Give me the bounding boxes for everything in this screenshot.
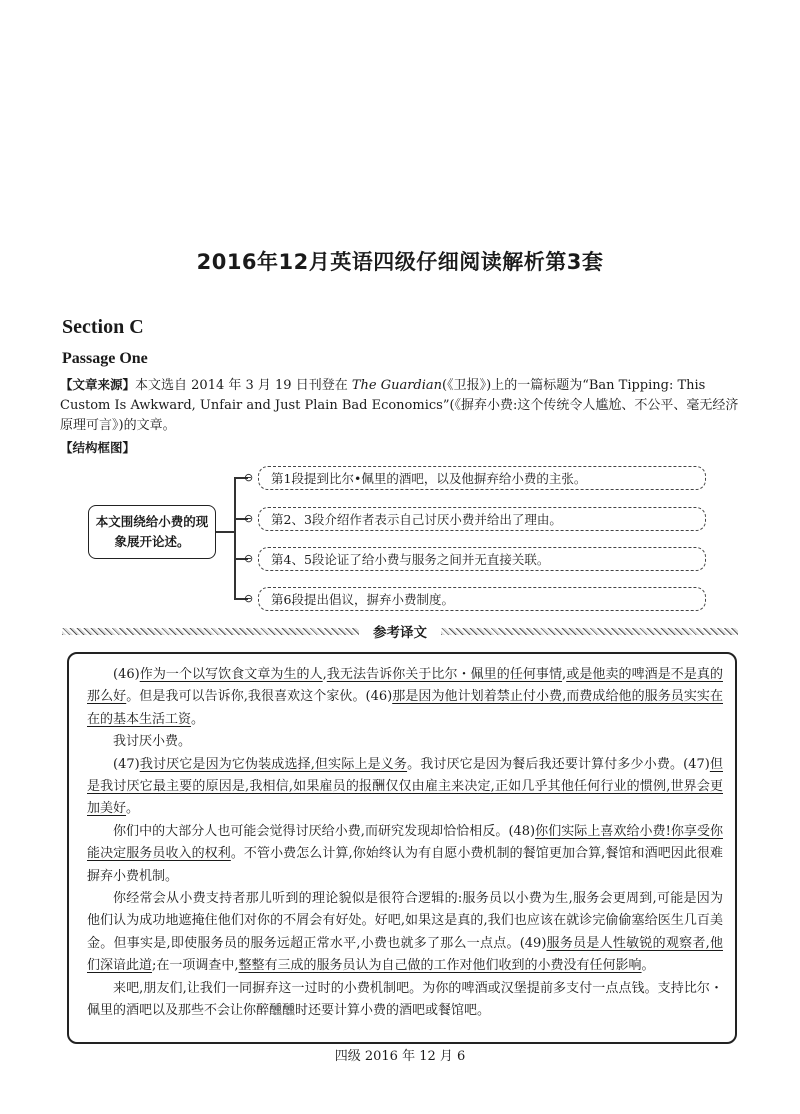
underlined-segment: 作为一个以写饮食文章为生的人 xyxy=(139,667,323,682)
underlined-segment: 但是我讨厌它最主要的原因是,我相信,如果雇员的报酬仅仅由雇主来决定,正如几乎其他任何行业的惯例,世界会更加美好 xyxy=(87,756,723,817)
translation-paragraph xyxy=(87,978,723,1023)
divider-pattern xyxy=(62,628,359,635)
text-segment: 。不管小费怎么计算,你始终认为有自愿小费机制的餐馆更加合算,餐馆和酒吧因此很难摒弃小费机制。 xyxy=(87,846,723,884)
translation-paragraph xyxy=(87,754,723,821)
text-segment: 你经常会从小费支持者那儿听到的理论貌似是很符合逻辑的:服务员以小费为生,服务会更周到,可能是因为他们认为成功地遮掩住他们对你的不屑会有好处。好吧,如果这是真的,我们也应该在就诊完偷偷塞给医生几百美金。但事实是,即使服务员的服务远超正常水平,小费也就多了那么一点点。(49) xyxy=(87,891,723,951)
connector-horizontal xyxy=(216,531,234,533)
reference-divider xyxy=(62,624,738,641)
text-segment: 我讨厌小费。 xyxy=(113,734,192,750)
underlined-segment: 或是他卖的啤酒是不是真的那么好 xyxy=(87,667,723,705)
translation-paragraph xyxy=(87,821,723,888)
text-segment: 。 xyxy=(126,801,140,817)
article-source xyxy=(60,375,740,436)
translation-paragraph xyxy=(87,888,723,978)
translation-box xyxy=(67,652,737,1044)
underlined-segment: 我讨厌它是因为它伪装成选择,但实际上是义务 xyxy=(139,756,408,772)
source-publication: The Guardian xyxy=(351,378,443,393)
source-tag: 【文章来源】 xyxy=(60,377,136,392)
text-segment: 。但是我可以告诉你,我很喜欢这个家伙。(46) xyxy=(126,689,393,705)
arrow-right-icon: ⊖ xyxy=(244,512,254,525)
arrow-right-icon: ⊖ xyxy=(244,592,254,605)
underlined-segment: 你们实际上喜欢给小费!你享受你能决定服务员收入的权利 xyxy=(87,823,723,862)
underlined-segment: 我无法告诉你关于比尔・佩里的任何事情 xyxy=(326,667,563,682)
reference-label: 参考译文 xyxy=(373,625,427,641)
text-segment: 你们中的大部分人也可能会觉得讨厌给小费,而研究发现却恰恰相反。(48) xyxy=(113,823,536,839)
divider-pattern xyxy=(441,628,738,635)
underlined-segment: ,而费成给他的服务员实实在在的基本生活工资 xyxy=(87,689,723,727)
text-segment: 。 xyxy=(191,711,205,727)
underlined-segment: 那是因为他计划着禁止付小费 xyxy=(392,689,563,705)
arrow-right-icon: ⊖ xyxy=(244,552,254,565)
arrow-right-icon: ⊖ xyxy=(244,471,254,484)
text-segment: (47) xyxy=(113,756,140,772)
translation-paragraph xyxy=(87,731,723,753)
translation-paragraph xyxy=(87,664,723,731)
source-text-before: 本文选自 2014 年 3 月 19 日刊登在 xyxy=(135,378,352,393)
structure-tag: 【结构框图】 xyxy=(60,440,136,455)
structure-item: 第6段提出倡议，摒弃小费制度。 xyxy=(258,587,706,611)
structure-item: 第2、3段介绍作者表示自己讨厌小费并给出了理由。 xyxy=(258,507,706,531)
structure-item: 第4、5段论证了给小费与服务之间并无直接关联。 xyxy=(258,547,706,571)
source-text-after: (《卫报》)上的一篇标题为“Ban Tipping: This Custom Is Awkward, Unfair and Just Plain Bad Economics”(《摒弃小费:这个传统令人尴尬、不公平、毫无经济原理可言》)的文章。 xyxy=(60,378,739,433)
structure-item: 第1段提到比尔•佩里的酒吧，以及他摒弃给小费的主张。 xyxy=(258,466,706,490)
text-segment: 。 xyxy=(641,958,655,974)
text-segment: 。我讨厌它是因为餐后我还要计算付多少小费。(47) xyxy=(407,756,710,772)
passage-heading: Passage One xyxy=(62,350,148,367)
text-segment: (46) xyxy=(113,667,140,682)
page-footer: 四级 2016 年 12 月 6 xyxy=(334,1049,466,1064)
underlined-segment: 整整有三成的服务员认为自己做的工作对他们收到的小费没有任何影响 xyxy=(238,958,642,974)
underlined-segment: 服务员是人性敏锐的观察者,他们深谙此道 xyxy=(87,935,723,974)
text-segment: , xyxy=(562,667,567,682)
text-segment: ;在一项调查中, xyxy=(152,958,239,974)
text-segment: , xyxy=(322,667,327,682)
section-heading: Section C xyxy=(62,316,144,338)
page-title: 2016年12月英语四级仔细阅读解析第3套 xyxy=(196,250,604,274)
text-segment: 来吧,朋友们,让我们一同摒弃这一过时的小费机制吧。为你的啤酒或汉堡提前多支付一点点钱。支持比尔・佩里的酒吧以及那些不会让你醉醺醺时还要计算小费的酒吧或餐馆吧。 xyxy=(87,980,723,1019)
connector-vertical xyxy=(234,477,236,598)
structure-center-box: 本文围绕给小费的现象展开论述。 xyxy=(88,505,216,559)
